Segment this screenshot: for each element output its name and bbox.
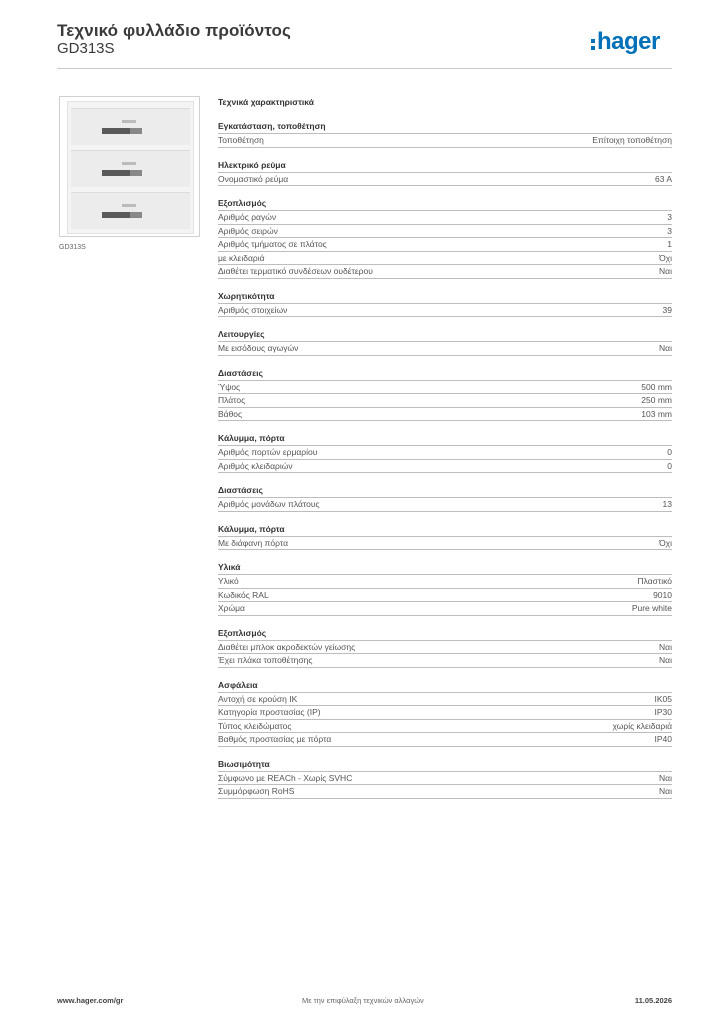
spec-row xyxy=(218,733,672,747)
spec-value: Ναι xyxy=(659,772,672,783)
spec-label: Τύπος κλειδώματος xyxy=(218,720,292,731)
spec-row xyxy=(218,575,672,589)
section-heading: Διαστάσεις xyxy=(218,367,672,381)
spec-label: Βάθος xyxy=(218,408,243,419)
spec-value: 3 xyxy=(667,225,672,236)
spec-label: Χρώμα xyxy=(218,603,245,613)
section-heading: Ηλεκτρικό ρεύμα xyxy=(218,159,672,173)
footer-notice: Με την επιφύλαξη τεχνικών αλλαγών xyxy=(302,996,424,1005)
spec-value: 500 mm xyxy=(641,381,672,392)
spec-row xyxy=(218,381,672,395)
spec-label: Ύψος xyxy=(218,381,241,392)
section-heading: Ασφάλεια xyxy=(218,679,672,693)
spec-value: 0 xyxy=(667,460,672,471)
spec-value: Επίτοιχη τοποθέτηση xyxy=(592,135,672,145)
spec-value: 39 xyxy=(662,304,672,315)
spec-section xyxy=(218,120,672,148)
section-heading: Λειτουργίες xyxy=(218,328,672,342)
spec-section xyxy=(218,328,672,356)
spec-label: Κατηγορία προστασίας (IP) xyxy=(218,707,321,717)
spec-section xyxy=(218,159,672,187)
spec-label: Πλάτος xyxy=(218,395,246,405)
spec-label: Υλικό xyxy=(218,576,239,586)
spec-value: Όχι xyxy=(659,537,672,548)
product-image xyxy=(59,96,200,237)
spec-label: Έχει πλάκα τοποθέτησης xyxy=(218,655,313,665)
spec-value: Ναι xyxy=(659,343,672,353)
spec-section xyxy=(218,432,672,473)
enclosure-illustration xyxy=(67,101,194,234)
specs-title: Τεχνικά χαρακτηριστικά xyxy=(218,97,314,107)
spec-row xyxy=(218,772,672,786)
logo-colon-mark xyxy=(591,39,595,50)
spec-label: Διαθέτει τερματικό συνδέσεων ουδέτερου xyxy=(218,266,373,276)
spec-row xyxy=(218,394,672,408)
section-heading: Εξοπλισμός xyxy=(218,197,672,211)
spec-label: Αριθμός ραγών xyxy=(218,212,277,222)
spec-value: Ναι xyxy=(659,786,672,796)
spec-row xyxy=(218,460,672,474)
spec-label: Συμμόρφωση RoHS xyxy=(218,786,295,796)
spec-value: 250 mm xyxy=(641,395,672,405)
spec-row xyxy=(218,252,672,266)
spec-value: Πλαστικό xyxy=(637,576,672,586)
spec-value: Ναι xyxy=(659,655,672,665)
spec-row xyxy=(218,265,672,279)
spec-label: Αριθμός σειρών xyxy=(218,225,278,236)
spec-value: 0 xyxy=(667,447,672,457)
header-divider xyxy=(57,68,672,69)
logo-wordmark: hager xyxy=(597,28,660,55)
section-heading: Εγκατάσταση, τοποθέτηση xyxy=(218,120,672,134)
spec-sections xyxy=(218,120,672,799)
section-heading: Χωρητικότητα xyxy=(218,290,672,304)
spec-row xyxy=(218,408,672,422)
spec-value: 103 mm xyxy=(641,408,672,419)
spec-section xyxy=(218,679,672,747)
spec-row xyxy=(218,304,672,318)
spec-value: IP30 xyxy=(654,707,672,717)
spec-label: Ονομαστικό ρεύμα xyxy=(218,173,289,184)
spec-label: Διαθέτει μπλοκ ακροδεκτών γείωσης xyxy=(218,641,356,652)
spec-row xyxy=(218,211,672,225)
spec-section xyxy=(218,523,672,551)
spec-row xyxy=(218,134,672,148)
spec-row xyxy=(218,537,672,551)
spec-section xyxy=(218,290,672,318)
spec-row xyxy=(218,225,672,239)
spec-label: Τοποθέτηση xyxy=(218,135,264,145)
spec-value: Pure white xyxy=(631,603,672,613)
spec-row xyxy=(218,693,672,707)
spec-label: Αριθμός πορτών ερμαρίου xyxy=(218,447,318,457)
spec-section xyxy=(218,758,672,799)
spec-value: 9010 xyxy=(653,589,672,600)
spec-section xyxy=(218,367,672,422)
spec-label: Αριθμός κλειδαριών xyxy=(218,460,293,471)
section-heading: Κάλυμμα, πόρτα xyxy=(218,432,672,446)
spec-row xyxy=(218,641,672,655)
spec-section xyxy=(218,197,672,279)
section-heading: Κάλυμμα, πόρτα xyxy=(218,523,672,537)
spec-label: Αριθμός μονάδων πλάτους xyxy=(218,499,320,509)
spec-label: Βαθμός προστασίας με πόρτα xyxy=(218,734,332,744)
spec-label: Αριθμός στοιχείων xyxy=(218,304,288,315)
spec-row xyxy=(218,342,672,356)
technical-specs xyxy=(218,96,672,810)
section-heading: Υλικά xyxy=(218,561,672,575)
spec-value: Ναι xyxy=(659,641,672,652)
spec-value: 13 xyxy=(662,499,672,509)
spec-label: Με εισόδους αγωγών xyxy=(218,343,299,353)
spec-row xyxy=(218,654,672,668)
spec-value: IP40 xyxy=(654,734,672,744)
spec-section xyxy=(218,561,672,616)
spec-value: 63 A xyxy=(654,173,672,184)
spec-value: Όχι xyxy=(659,252,672,263)
spec-label: Αντοχή σε κρούση IK xyxy=(218,693,298,704)
spec-row xyxy=(218,589,672,603)
spec-row xyxy=(218,602,672,616)
spec-row xyxy=(218,173,672,187)
spec-row xyxy=(218,706,672,720)
spec-label: Με διάφανη πόρτα xyxy=(218,537,288,548)
spec-row xyxy=(218,498,672,512)
spec-label: Αριθμός τμήματος σε πλάτος xyxy=(218,239,327,249)
spec-label: με κλειδαριά xyxy=(218,252,265,263)
spec-section xyxy=(218,484,672,512)
spec-label: Σύμφωνο με REACh - Χωρίς SVHC xyxy=(218,772,353,783)
footer-website[interactable]: www.hager.com/gr xyxy=(57,996,124,1005)
product-code: GD313S xyxy=(57,40,115,57)
spec-label: Κωδικός RAL xyxy=(218,589,269,600)
image-caption: GD313S xyxy=(59,244,86,251)
spec-value: 3 xyxy=(667,212,672,222)
spec-value: χωρίς κλειδαριά xyxy=(612,720,672,731)
page-title: Τεχνικό φυλλάδιο προϊόντος xyxy=(57,21,291,40)
spec-row xyxy=(218,238,672,252)
hager-logo xyxy=(591,27,660,57)
section-heading: Εξοπλισμός xyxy=(218,627,672,641)
section-heading: Διαστάσεις xyxy=(218,484,672,498)
spec-value: 1 xyxy=(667,239,672,249)
spec-value: Ναι xyxy=(659,266,672,276)
spec-section xyxy=(218,627,672,668)
section-heading: Βιωσιμότητα xyxy=(218,758,672,772)
footer-date: 11.05.2026 xyxy=(634,996,672,1005)
spec-value: IK05 xyxy=(654,693,672,704)
spec-row xyxy=(218,446,672,460)
spec-row xyxy=(218,785,672,799)
spec-row xyxy=(218,720,672,734)
